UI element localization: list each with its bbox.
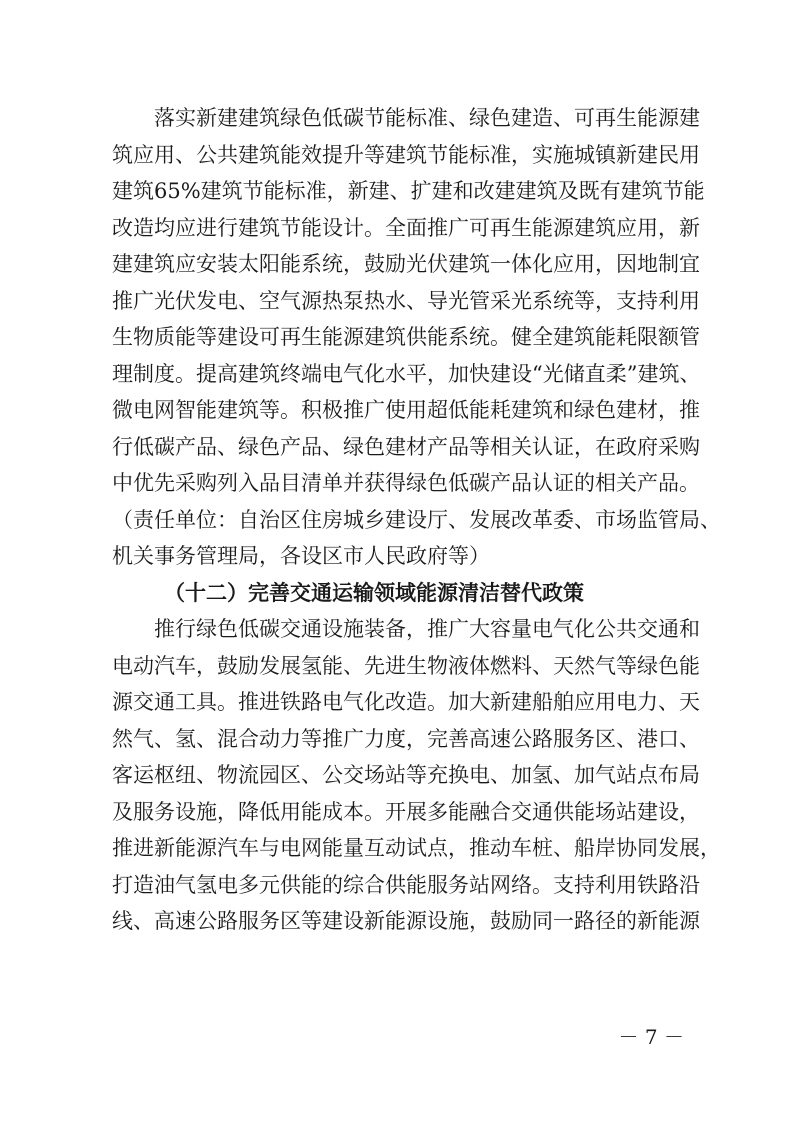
page-number: － 7 － — [618, 1025, 684, 1049]
paragraph-line: 机关事务管理局，各设区市人民政府等） — [112, 544, 490, 568]
paragraph-line: 打造油气氢电多元供能的综合供能服务站网络。支持利用铁路沿 — [112, 872, 700, 897]
paragraph-line: 行低碳产品、绿色产品、绿色建材产品等相关认证，在政府采购 — [112, 434, 700, 459]
document-body — [112, 100, 721, 940]
paragraph-line: 推行绿色低碳交通设施装备，推广大容量电气化公共交通和 — [154, 617, 700, 641]
paragraph-line: 源交通工具。推进铁路电气化改造。加大新建船舶应用电力、天 — [112, 690, 700, 714]
paragraph-line: 客运枢纽、物流园区、公交场站等充换电、加氢、加气站点布局 — [112, 763, 700, 787]
paragraph-line: 电动汽车，鼓励发展氢能、先进生物液体燃料、天然气等绿色能 — [112, 653, 700, 678]
paragraph-line: 落实新建建筑绿色低碳节能标准、绿色建造、可再生能源建 — [154, 106, 700, 130]
paragraph-line: 及服务设施，降低用能成本。开展多能融合交通供能场站建设， — [112, 799, 700, 824]
paragraph-line: 改造均应进行建筑节能设计。全面推广可再生能源建筑应用，新 — [112, 215, 700, 240]
section-heading: （十二）完善交通运输领域能源清洁替代政策 — [164, 580, 584, 605]
paragraph-line: 生物质能等建设可再生能源建筑供能系统。健全建筑能耗限额管 — [112, 325, 700, 349]
paragraph-line: 然气、氢、混合动力等推广力度，完善高速公路服务区、港口、 — [112, 726, 700, 751]
paragraph-line: （责任单位：自治区住房城乡建设厅、发展改革委、市场监管局、 — [112, 507, 721, 532]
paragraph-line: 筑应用、公共建筑能效提升等建筑节能标准，实施城镇新建民用 — [112, 142, 700, 167]
paragraph-line: 建筑65%建筑节能标准，新建、扩建和改建建筑及既有建筑节能 — [112, 179, 705, 203]
paragraph-line: 推进新能源汽车与电网能量互动试点，推动车桩、船岸协同发展， — [112, 836, 721, 860]
paragraph-line: 线、高速公路服务区等建设新能源设施，鼓励同一路径的新能源 — [112, 909, 700, 933]
paragraph-line: 微电网智能建筑等。积极推广使用超低能耗建筑和绿色建材，推 — [112, 398, 700, 422]
paragraph-line: 理制度。提高建筑终端电气化水平，加快建设“光储直柔”建筑、 — [112, 361, 701, 386]
paragraph-line: 推广光伏发电、空气源热泵热水、导光管采光系统等，支持利用 — [112, 288, 700, 313]
paragraph-line: 建建筑应安装太阳能系统，鼓励光伏建筑一体化应用，因地制宜 — [112, 252, 700, 276]
paragraph-line: 中优先采购列入品目清单并获得绿色低碳产品认证的相关产品。 — [112, 471, 700, 495]
